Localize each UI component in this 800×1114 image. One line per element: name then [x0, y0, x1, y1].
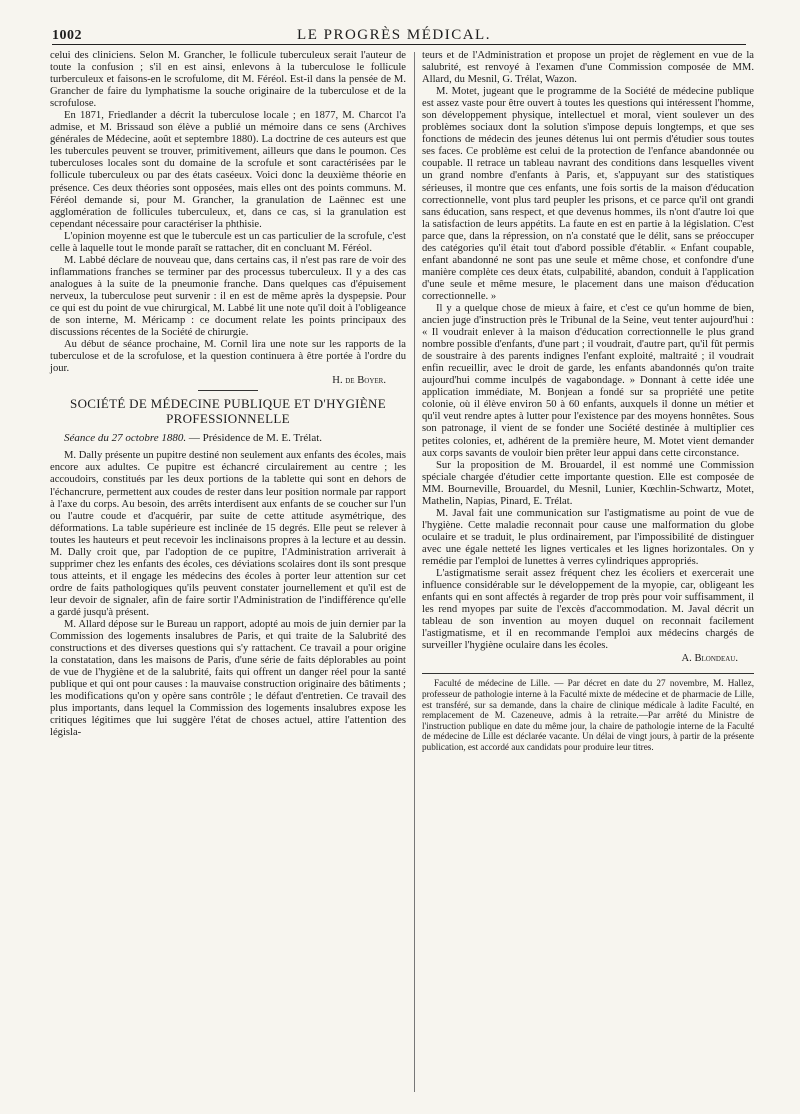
left-paragraph-2: En 1871, Friedlander a décrit la tuberculose locale ; en 1877, M. Charcot l'a admise, et M. Brissaud son élève a publié un mémoire dans ce sens (Archives générales de Médecine, août et septembre 1880). La doctrine de ces auteurs est que les tubercules peuvent se trouver, primitivement, ailleurs que dans le poumon. Ces tuberculoses locales sont du domaine de la scrofule et sont caractérisées par le follicule tuberculeux ou par des états caséeux. Voici donc la deuxième théorie en présence. Ces deux théories sont opposées, mais elles ont des points communs. M. Féréol demande si, pour M. Grancher, la granulation de Laënnec est une agglomération de follicules tuberculeux, et, dans ce cas, si la granulation est cependant nécessaire pour caractériser la phthisie. — [50, 110, 406, 230]
left-paragraph-5: Au début de séance prochaine, M. Cornil lira une note sur les rapports de la tuberculose et de la scrofulose, et la question continuera à être portée à l'ordre du jour. — [50, 339, 406, 375]
seance-date: Séance du 27 octobre 1880. — [64, 432, 187, 445]
section-title-line-1: SOCIÉTÉ DE MÉDECINE PUBLIQUE ET D'HYGIÈNE — [70, 396, 386, 412]
section-title-line-2: PROFESSIONNELLE — [166, 410, 290, 426]
right-paragraph-3: Il y a quelque chose de mieux à faire, et c'est ce qu'un homme de bien, ancien juge d'instruction près le Tribunal de la Seine, veut tenter aujourd'hui : « Il voudrait enlever à la maison d'éducation correctionnelle le plus grand nombre possible d'enfants, d'une part ; il voudrait, d'autre part, qu'il fût permis de soustraire à des parents indignes l'enfant exploité, maltraité ; il voudrait enfin recueillir, avec le droit de garde, les enfants abandonnés qu'on traite aujourd'hui comme inculpés de vagabondage. » Donnant à cette idée une application immédiate, M. Bonjean a fondé sur sa propriété une petite colonie, où il élève environ 50 à 60 enfants, auxquels il donne un métier et qu'il veut rendre aptes à lutter pour l'existence par des moyens honnêtes. Sous son patronage, il vient de se fonder une Société destinée à multiplier ces petites colonies, et, adhérent de la première heure, M. Motet vient demander aux corps savants de vouloir bien prêter leur appui dans cette circonstance. — [422, 302, 754, 459]
signature-boyer: H. de Boyer. — [332, 375, 386, 387]
right-paragraph-5: M. Javal fait une communication sur l'astigmatisme au point de vue de l'hygiène. Cette maladie reconnait pour cause une malformation du globe oculaire et se traduit, le plus ordinairement, par l'impossibilité de distinguer avec une égale netteté les lignes verticales et les lignes horizontales. On y remédie par l'emploi de lunettes à verres cylindriques appropriés. — [422, 507, 754, 567]
left-paragraph-4: M. Labbé déclare de nouveau que, dans certains cas, il n'est pas rare de voir des inflammations franches se terminer par des processus tuberculeux. Il y a des cas analogues à la suite de la pneumonie franche. Dans quelques cas d'épuisement nerveux, la tuberculose peut survenir : il en est de même après la dyspepsie. Pour ce qui est du point de vue chirurgical, M. Labbé lit une note qu'il doit à l'obligeance de son interne, M. Méricamp : ce document relate les points principaux des discussions récentes de la Société de chirurgie. — [50, 254, 406, 339]
signature-blondeau: A. Blondeau. — [681, 653, 738, 665]
left-paragraph-6: M. Dally présente un pupitre destiné non seulement aux enfants des écoles, mais encore aux adultes. Ce pupitre est échancré circulairement au centre ; les accoudoirs, constitués par les deux portions de la tablette qui sont en dehors de l'échancrure, permettent aux coudes de rester dans leur position normale par rapport à l'axe du corps. Au besoin, des arrêts interdisent aux enfants de se coucher sur l'un ou l'autre coude et d'acquérir, par suite de cette attitude asymétrique, des déformations. La table supérieure est inclinée de 15 degrés. Elle peut se relever à toutes les hauteurs et peut recevoir les inclinaisons propres à la lecture et au dessin. M. Dally croit que, par l'adoption de ce pupitre, l'Administration arriverait à supprimer chez les enfants des écoles, ces déviations scolaires dont ils sont presque tous atteints, et il engage les médecins des écoles à porter leur attention sur cet ordre de faits pathologiques qu'ils peuvent constater journellement et qu'il est de leur devoir de signaler, afin de faire sortir l'Administration de l'indifférence qu'elle a gardé jusqu'à présent. — [50, 450, 406, 618]
faculty-note — [422, 678, 754, 752]
right-paragraph-6: L'astigmatisme serait assez fréquent chez les écoliers et exercerait une influence considérable sur le développement de la myopie, car, obligeant les enfants qui en sont affectés à regarder de trop près pour voir suffisamment, il les rend myopes par suite de l'excès d'accommodation. M. Javal décrit un tableau de son invention au moyen duquel on reconnait facilement l'astigmatisme, et il en recommande l'emploi aux médecins chargés de surveiller l'hygiène oculaire dans les écoles. — [422, 568, 754, 652]
right-paragraph-4: Sur la proposition de M. Brouardel, il est nommé une Commission spéciale chargée d'étudier cette importante question. Elle est composée de MM. Bourneville, Brouardel, du Mesnil, Lunier, Kœchlin-Schwartz, Motet, Mathelin, Napias, Pinard, E. Trélat. — [422, 459, 754, 507]
right-paragraph-1: teurs et de l'Administration et propose un projet de règlement en vue de la salubrité, est renvoyé à l'examen d'une Commission composée de MM. Allard, du Mesnil, G. Trélat, Wazon. — [422, 50, 754, 86]
note-divider — [422, 673, 754, 674]
section-divider — [198, 390, 258, 391]
right-column — [422, 50, 754, 753]
faculty-note-text: Faculté de médecine de Lille. — Par décret en date du 27 novembre, M. Hallez, professeur de pathologie interne à la Faculté mixte de médecine et de pharmacie de Lille, est transféré, sur sa demande, dans la chaire de clinique médicale à ladite Faculté, en remplacement de M. Cazeneuve, admis à la retraite.—Par arrêté du Ministre de l'instruction publique en date du même jour, la chaire de pathologie interne de la Faculté de médecine de Lille est déclarée vacante. Un délai de vingt jours, à partir de la présente publication, est accordé aux candidats pour produire leur titres. — [422, 678, 754, 752]
seance-line — [50, 432, 406, 444]
page-number: 1002 — [52, 28, 82, 43]
page-header — [52, 18, 746, 45]
left-paragraph-1: celui des cliniciens. Selon M. Grancher, le follicule tuberculeux serait l'auteur de toute la confusion ; s'il en est ainsi, enlevons à la tuberculose le follicule turberculeux et faisons-en le scrofulome, dit M. Féréol. Est-il dans la pensée de M. Grancher de faire du lymphatisme la souche originaire de la tuberculose et de la scrofulose. — [50, 50, 406, 110]
right-paragraph-2: M. Motet, jugeant que le programme de la Société de médecine publique est assez vaste pour être ouvert à toutes les questions qui intéressent l'homme, son développement physique, intellectuel et moral, vient soulever un des problèmes sociaux dont la solution s'impose depuis longtemps, et que ses fonctions de médecin des jeunes détenus lui ont permis d'étudier sous toutes ses faces. Ce problème est celui de la protection de l'enfance abandonnée ou coupable. Il retrace un tableau navrant des conditions dans lesquelles vivent un grand nombre d'enfants à Paris, et, s'appuyant sur des statistiques sérieuses, il montre que ces enfants, une fois sortis de la maison d'éducation correctionnelle, vont plus tard peupler les prisons, et ce parce qu'il ont grandi sans éducation, sans respect, et que devenus hommes, ils n'ont d'autre loi que la satisfaction de leurs appétits. La faute en est en partie à la législation. C'est parce que, dans la répression, on n'a constaté que le délit, sans se préoccuper des catégories qu'il était tout d'abord possible d'établir. « Enfant coupable, enfant abandonné ne sont pas une seule et même chose, et confondre d'une manière complète ces deux états, culpabilité, abandon, conduit à l'application d'une seule et même mesure, le placement dans une maison d'éducation correctionnelle. » — [422, 86, 754, 302]
journal-title: LE PROGRÈS MÉDICAL. — [297, 27, 491, 43]
column-separator — [414, 52, 415, 1092]
seance-presidency: — Présidence de M. E. Trélat. — [188, 432, 323, 445]
left-paragraph-7: M. Allard dépose sur le Bureau un rapport, adopté au mois de juin dernier par la Commission des logements insalubres de Paris, et qui traite de la Salubrité des constructions et des diverses questions qui s'y rattachent. Ce travail a pour origine la constatation, dans les maisons de Paris, d'une série de faits déplorables au point de vue de l'hygiène et de la salubrité, faits qui offrent un danger réel pour la santé publique et qui ont pour causes : la mauvaise construction originaire des bâtiments ; les modifications qu'on y opère sans contrôle ; le défaut d'entretien. Ce travail des plus importants, dans lequel la Commission des logements insalubres expose les critiques légitimes que lui suggère l'état de choses actuel, attire l'attention des législa- — [50, 619, 406, 739]
left-column — [50, 50, 406, 739]
left-paragraph-3: L'opinion moyenne est que le tubercule est un cas particulier de la scrofule, c'est celle à laquelle tout le monde paraît se rattacher, dit en concluant M. Féréol. — [50, 230, 406, 254]
